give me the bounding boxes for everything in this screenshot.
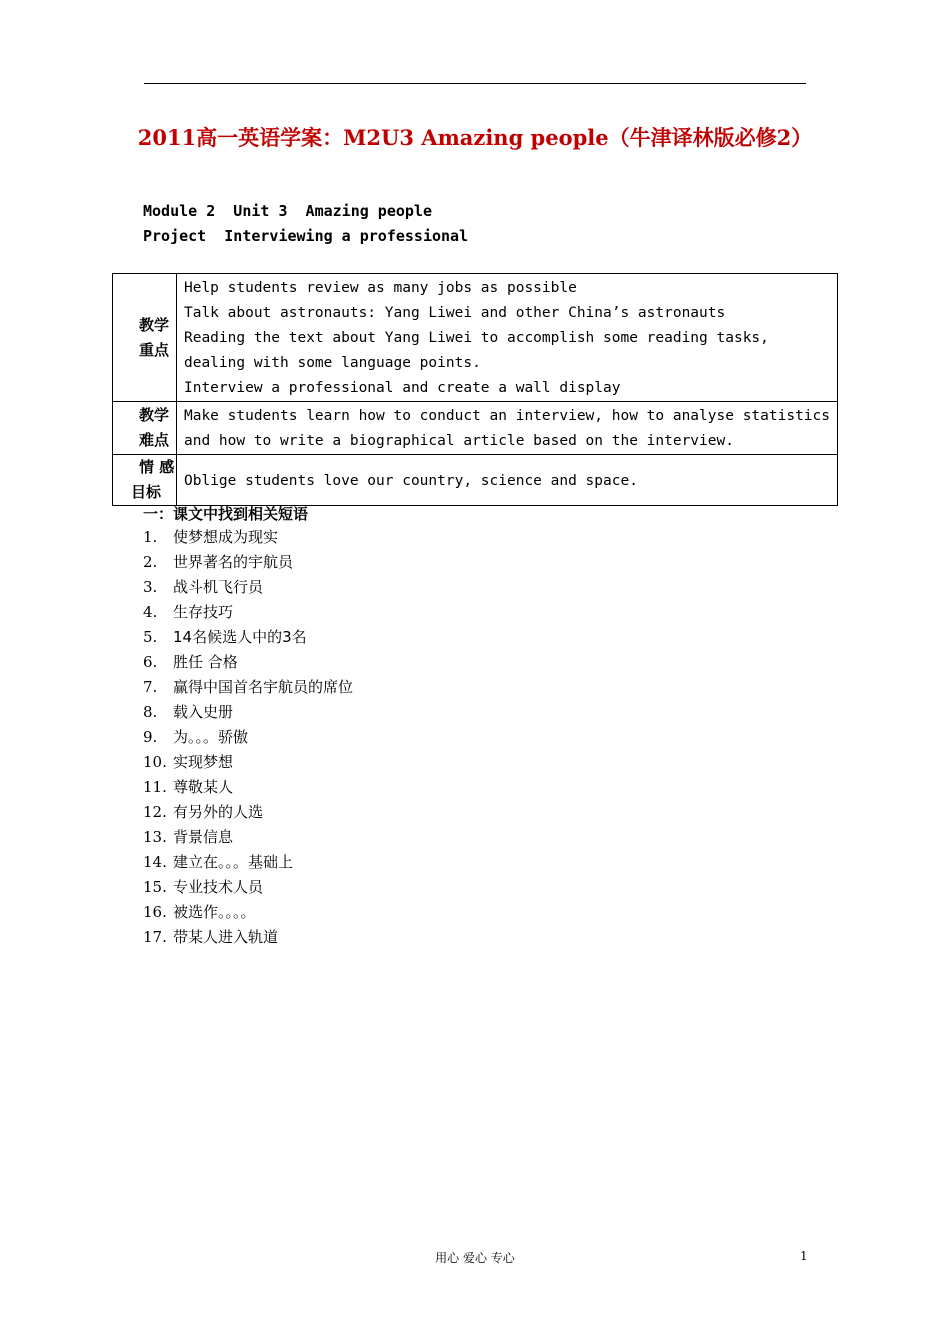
item-number: 12. (143, 803, 167, 821)
item-text: 尊敬某人 (173, 778, 234, 796)
list-item (143, 727, 353, 752)
list-item (143, 852, 353, 877)
table-row-key-points (113, 274, 838, 402)
row-label-line: 教学 (139, 315, 170, 334)
content-line: Interview a professional and create a wall display (183, 380, 621, 396)
row-label-line: 教学 (139, 406, 170, 424)
item-text: 专业技术人员 (173, 878, 264, 896)
list-item (143, 927, 353, 952)
list-item (143, 802, 353, 827)
list-item (143, 702, 353, 727)
teaching-goals-table (112, 273, 838, 506)
list-item (143, 902, 353, 927)
page-number: 1 (800, 1249, 808, 1263)
list-item (143, 827, 353, 852)
item-number: 9. (143, 728, 158, 746)
row-label-line: 情 感 (139, 458, 175, 476)
item-number: 15. (143, 878, 167, 896)
item-text: 有另外的人选 (173, 803, 264, 821)
content-line: Oblige students love our country, science and space. (183, 472, 638, 489)
list-item (143, 577, 353, 602)
item-number: 16. (143, 903, 167, 921)
row-content-emotional-goals (176, 455, 837, 506)
item-number: 4. (143, 603, 158, 621)
item-number: 10. (143, 753, 167, 771)
list-item (143, 877, 353, 902)
content-line: Talk about astronauts: Yang Liwei and other China’s astronauts (183, 305, 726, 321)
item-text: 赢得中国首名宇航员的席位 (173, 678, 354, 696)
page-footer: 用心 爱心 专心 (435, 1251, 515, 1265)
item-text: 实现梦想 (173, 753, 234, 771)
phrase-list (143, 527, 353, 952)
document-title: 2011高一英语学案：M2U3 Amazing people（牛津译林版必修2） (137, 125, 813, 150)
item-text: 为。。。骄傲 (173, 728, 249, 746)
list-item (143, 552, 353, 577)
header-rule (144, 83, 806, 84)
item-text: 14名候选人中的3名 (173, 628, 307, 646)
item-text: 背景信息 (173, 828, 234, 846)
item-number: 7. (143, 678, 158, 696)
row-label-difficulties (113, 402, 177, 455)
row-content-key-points (176, 274, 837, 402)
item-text: 建立在。。。基础上 (173, 853, 294, 871)
item-number: 14. (143, 853, 167, 871)
row-label-key-points (113, 274, 177, 402)
item-text: 使梦想成为现实 (173, 528, 279, 546)
row-content-difficulties (176, 402, 837, 455)
module-line: Module 2 Unit 3 Amazing people (143, 202, 432, 220)
content-line: dealing with some language points. (183, 355, 481, 371)
item-text: 载入史册 (173, 703, 234, 721)
list-item (143, 652, 353, 677)
item-number: 13. (143, 828, 167, 846)
item-number: 2. (143, 553, 158, 571)
item-number: 5. (143, 628, 158, 646)
list-item (143, 677, 353, 702)
content-line: and how to write a biographical article based on the interview. (183, 433, 734, 449)
row-label-line: 难点 (139, 431, 170, 449)
row-label-line: 重点 (139, 340, 170, 359)
content-line: Help students review as many jobs as possible (183, 280, 577, 296)
list-item (143, 777, 353, 802)
item-number: 11. (143, 778, 167, 796)
row-label-line: 目标 (131, 483, 162, 501)
item-number: 17. (143, 928, 167, 946)
list-item (143, 627, 353, 652)
content-line: Reading the text about Yang Liwei to accomplish some reading tasks, (183, 330, 769, 346)
item-text: 生存技巧 (173, 603, 234, 621)
item-text: 带某人进入轨道 (173, 928, 279, 946)
section-heading: 一：课文中找到相关短语 (143, 505, 309, 523)
item-number: 3. (143, 578, 158, 596)
item-text: 世界著名的宇航员 (173, 553, 294, 571)
list-item (143, 527, 353, 552)
content-line: Make students learn how to conduct an interview, how to analyse statistics (183, 408, 830, 424)
row-label-emotional-goals (113, 455, 177, 506)
table-row-difficulties (113, 402, 838, 455)
project-line: Project Interviewing a professional (143, 227, 469, 245)
list-item (143, 602, 353, 627)
item-text: 被选作。。。。 (173, 903, 256, 921)
table-row-emotional-goals (113, 455, 838, 506)
item-number: 6. (143, 653, 158, 671)
list-item (143, 752, 353, 777)
item-number: 8. (143, 703, 158, 721)
item-text: 战斗机飞行员 (173, 578, 264, 596)
item-number: 1. (143, 528, 158, 546)
item-text: 胜任 合格 (173, 653, 238, 671)
